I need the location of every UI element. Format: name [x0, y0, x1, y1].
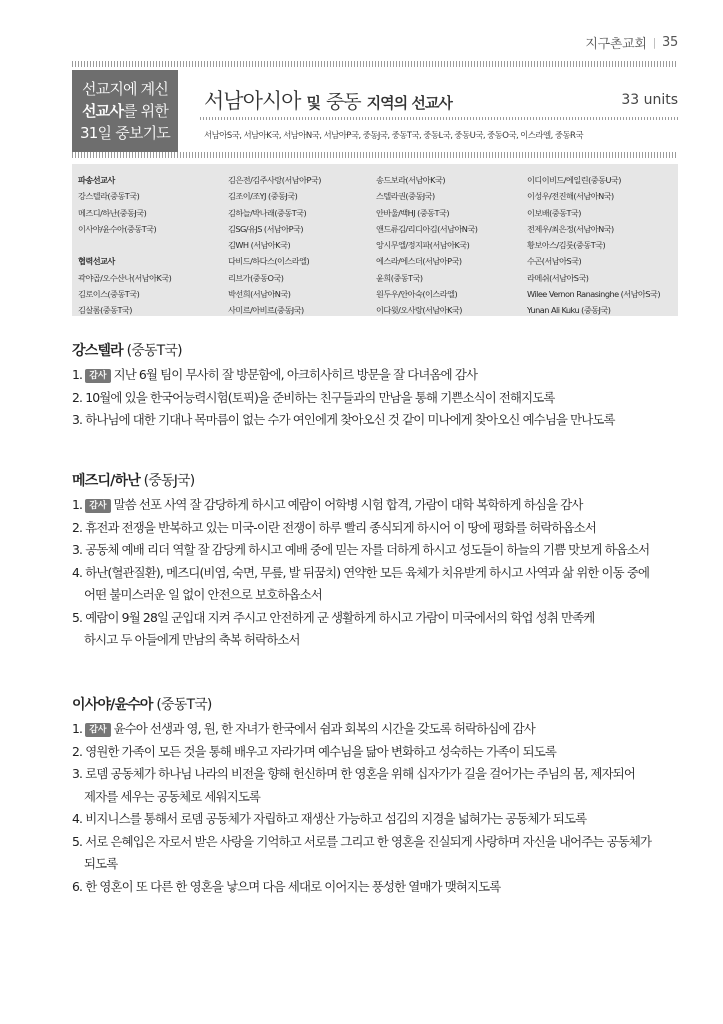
top-dotted-rule	[72, 61, 678, 67]
roster-entry: 강스텔라(중동T국)	[78, 191, 140, 202]
item-number: 6.	[72, 878, 83, 894]
prayer-list	[72, 364, 682, 432]
banner-line-3: 31일 중보기도	[80, 124, 170, 142]
item-text: 하난(혈관질환), 메즈디(비염, 숙면, 무릎, 발 뒤꿈치) 연약한 모든 육체가 치유받게 하시고 사역과 삶 위한 이동 중에	[85, 564, 650, 580]
banner-line-1: 선교지에 계신	[81, 80, 169, 98]
prayer-item-continuation: 되도록	[84, 856, 118, 871]
roster-heading: 협력선교사	[78, 256, 115, 267]
banner-line-2-rest: 를 위한	[123, 102, 169, 120]
roster-entry: 이다윗/오사랑(서남아K국)	[376, 305, 462, 316]
thanks-badge: 감사	[85, 723, 110, 737]
section-isaiah-yoonsua	[72, 694, 682, 898]
prayer-item	[72, 607, 682, 630]
roster-entry: Yunan Ali Kuku (중동J국)	[527, 305, 611, 316]
item-text: 윤수아 선생과 영, 원, 한 자녀가 한국에서 쉼과 회복의 시간을 갖도록 허락하심에 감사	[113, 721, 535, 736]
item-number: 4.	[72, 811, 83, 826]
missionary-roster	[72, 164, 678, 316]
banner-line-2	[82, 100, 168, 122]
roster-entry: 황보아스/김룻(중동T국)	[527, 240, 606, 251]
roster-entry: 전제우/최은정(서남아N국)	[527, 223, 614, 234]
roster-column-1	[78, 172, 171, 319]
prayer-item	[72, 517, 682, 540]
prayer-item	[72, 409, 682, 432]
item-number: 3.	[72, 542, 83, 557]
roster-entry: 라메쉬(서남아S국)	[527, 272, 589, 283]
prayer-item-continuation: 하시고 두 아들에게 만남의 축복 허락하소서	[84, 632, 300, 647]
country-list: 서남아S국, 서남아K국, 서남아N국, 서남아P국, 중동J국, 중동T국, 중동L국, 중동U국, 중동O국, 이스라엘, 중동R국	[204, 131, 583, 141]
units-count: 33 units	[621, 92, 678, 108]
missionary-name: 강스텔라	[72, 343, 123, 359]
prayer-item	[72, 741, 682, 764]
missionary-region: (중동T국)	[156, 697, 212, 713]
prayer-list	[72, 494, 682, 652]
missionary-region: (중동J국)	[143, 473, 195, 489]
roster-entry: Wilee Vernon Ranasinghe (서남아S국)	[527, 289, 661, 300]
roster-heading: 파송선교사	[78, 175, 115, 185]
prayer-item	[72, 831, 682, 854]
section-kang-stella	[72, 340, 682, 432]
banner-line-2-bold: 선교사	[81, 102, 124, 120]
item-number: 5.	[72, 609, 83, 625]
prayer-item	[72, 876, 682, 899]
item-text: 영원한 가족이 모든 것을 통해 배우고 자라가며 예수님을 닮아 변화하고 성숙하는 가족이 되도록	[85, 743, 556, 759]
prayer-banner	[72, 70, 178, 152]
item-number: 5.	[72, 833, 83, 849]
item-text: 하나님에 대한 기대나 목마름이 없는 수가 여인에게 찾아오신 것 같이 미나에게 찾아오신 예수님을 만나도록	[85, 412, 615, 427]
item-text: 로뎀 공동체가 하나님 나라의 비전을 향해 헌신하며 한 영혼을 위해 십자가가 길을 걸어가는 주님의 몸, 제자되어	[85, 766, 636, 781]
item-number: 3.	[72, 412, 83, 427]
roster-entry: 사미르/아비르(중동J국)	[228, 305, 304, 316]
roster-entry: 박선희(서남아N국)	[228, 289, 291, 300]
item-text: 서로 은혜입은 자로서 받은 사랑을 기억하고 서로를 그리고 한 영혼을 진실되게 사랑하며 자신을 내어주는 공동체가	[85, 833, 652, 849]
prayer-list	[72, 718, 682, 898]
item-text: 휴전과 전쟁을 반복하고 있는 미국-이란 전쟁이 하루 빨리 종식되게 하시어 이 땅에 평화를 허락하옵소서	[85, 519, 597, 535]
header-bottom-rule	[72, 152, 678, 158]
roster-entry: 다비드/하다스(이스라엘)	[228, 256, 310, 267]
roster-entry: 곽야곱/오수산나(서남아K국)	[78, 272, 172, 283]
item-number: 1.	[72, 497, 83, 512]
section-mezdi-hanan	[72, 470, 682, 652]
page-header	[585, 33, 678, 52]
thanks-badge: 감사	[85, 499, 110, 513]
roster-entry: 스텔라권(중동J국)	[376, 191, 435, 202]
item-number: 2.	[72, 519, 83, 535]
roster-entry: 김조이/조YJ (중동J국)	[228, 191, 298, 202]
header-separator: |	[652, 36, 657, 49]
roster-entry: 김SG/유JS (서남아P국)	[228, 223, 304, 234]
prayer-item-continuation: 제자를 세우는 공동체로 세워지도록	[84, 788, 261, 804]
item-text: 공동체 예배 리더 역할 잘 감당케 하시고 예배 중에 믿는 자를 더하게 하시고 성도들이 하늘의 기쁨 맛보게 하옵소서	[85, 542, 650, 557]
title-dotted-rule	[200, 117, 678, 120]
roster-entry: 앤드류김/리디아김(서남아N국)	[376, 223, 478, 234]
item-text: 지난 6월 팀이 무사히 잘 방문함에, 아크히사히르 방문을 잘 다녀옴에 감사	[113, 367, 478, 382]
item-text: 예람이 9월 28일 군입대 지켜 주시고 안전하게 군 생활하게 하시고 가람이 미국에서의 학업 성취 만족케	[85, 609, 595, 625]
roster-entry: 수곤(서남아S국)	[527, 256, 582, 267]
roster-entry: 리브가(중동O국)	[228, 272, 284, 283]
prayer-item-continuation: 어떤 불미스러운 일 없이 안전으로 보호하옵소서	[84, 587, 322, 602]
prayer-item	[72, 387, 682, 410]
roster-entry: 원두우/안아숙(이스라엘)	[376, 289, 458, 300]
roster-column-2	[228, 172, 321, 319]
title-connector: 및	[306, 94, 320, 112]
section-title	[72, 694, 682, 714]
item-number: 1.	[72, 367, 83, 382]
roster-entry: 송드보라(서남아K국)	[376, 175, 445, 185]
roster-entry: 이디이비드/에일린(중동U국)	[527, 175, 621, 185]
roster-entry: 김WH (서남아K국)	[228, 240, 291, 251]
section-title	[72, 470, 682, 490]
item-number: 3.	[72, 766, 83, 781]
church-name: 지구촌교회	[585, 37, 647, 52]
roster-entry: 앙시무엘/정지파(서남아K국)	[376, 240, 470, 251]
roster-entry: 김로이스(중동T국)	[78, 289, 140, 300]
roster-entry: 김은전/김주사랑(서남아P국)	[228, 175, 321, 185]
missionary-name: 메즈디/하난	[72, 473, 140, 489]
roster-entry: 김살롬(중동T국)	[78, 305, 132, 316]
missionary-name: 이사야/윤수아	[72, 697, 153, 713]
missionary-region: (중동T국)	[126, 343, 182, 359]
item-text: 한 영혼이 또 다른 한 영혼을 낳으며 다음 세대로 이어지는 풍성한 열매가 맺혀지도록	[85, 878, 501, 894]
prayer-item	[72, 494, 682, 517]
item-number: 2.	[72, 743, 83, 759]
roster-entry: 윤희(중동T국)	[376, 272, 423, 283]
roster-entry: 이성우/전진해(서남아N국)	[527, 191, 614, 202]
roster-entry: 메즈디/하난(중동J국)	[78, 207, 147, 218]
item-number: 1.	[72, 721, 83, 736]
roster-entry: 이사야/윤수아(중동T국)	[78, 223, 157, 234]
prayer-item	[72, 562, 682, 585]
roster-entry: 안바울/백HJ (중동T국)	[376, 207, 449, 218]
item-text: 10월에 있을 한국어능력시험(토픽)을 준비하는 친구들과의 만남을 통해 기쁜소식이 전해지도록	[85, 389, 555, 405]
page-number: 35	[662, 35, 678, 50]
prayer-item	[72, 718, 682, 741]
roster-entry	[78, 237, 171, 253]
item-number: 4.	[72, 564, 83, 580]
title-region-1: 서남아시아	[204, 89, 301, 113]
section-title	[72, 340, 682, 360]
prayer-item	[72, 539, 682, 562]
item-number: 2.	[72, 389, 83, 405]
item-text: 비지니스를 통해서 로뎀 공동체가 자립하고 재생산 가능하고 섬김의 지경을 넓혀가는 공동체가 되도록	[85, 811, 587, 826]
roster-entry: 김하늘/박나래(중동T국)	[228, 207, 307, 218]
thanks-badge: 감사	[85, 369, 110, 383]
page-title	[204, 85, 452, 115]
title-suffix: 지역의 선교사	[366, 94, 452, 112]
prayer-item	[72, 808, 682, 831]
roster-entry: 이보배(중동T국)	[527, 207, 581, 218]
roster-entry: 에스라/에스더(서남아P국)	[376, 256, 462, 267]
prayer-item	[72, 364, 682, 387]
roster-column-4	[527, 172, 660, 319]
item-text: 말씀 선포 사역 잘 감당하게 하시고 예람이 어학병 시험 합격, 가람이 대학 복학하게 하심을 감사	[113, 497, 583, 512]
title-region-2: 중동	[325, 91, 361, 113]
roster-column-3	[376, 172, 477, 319]
prayer-item	[72, 763, 682, 786]
